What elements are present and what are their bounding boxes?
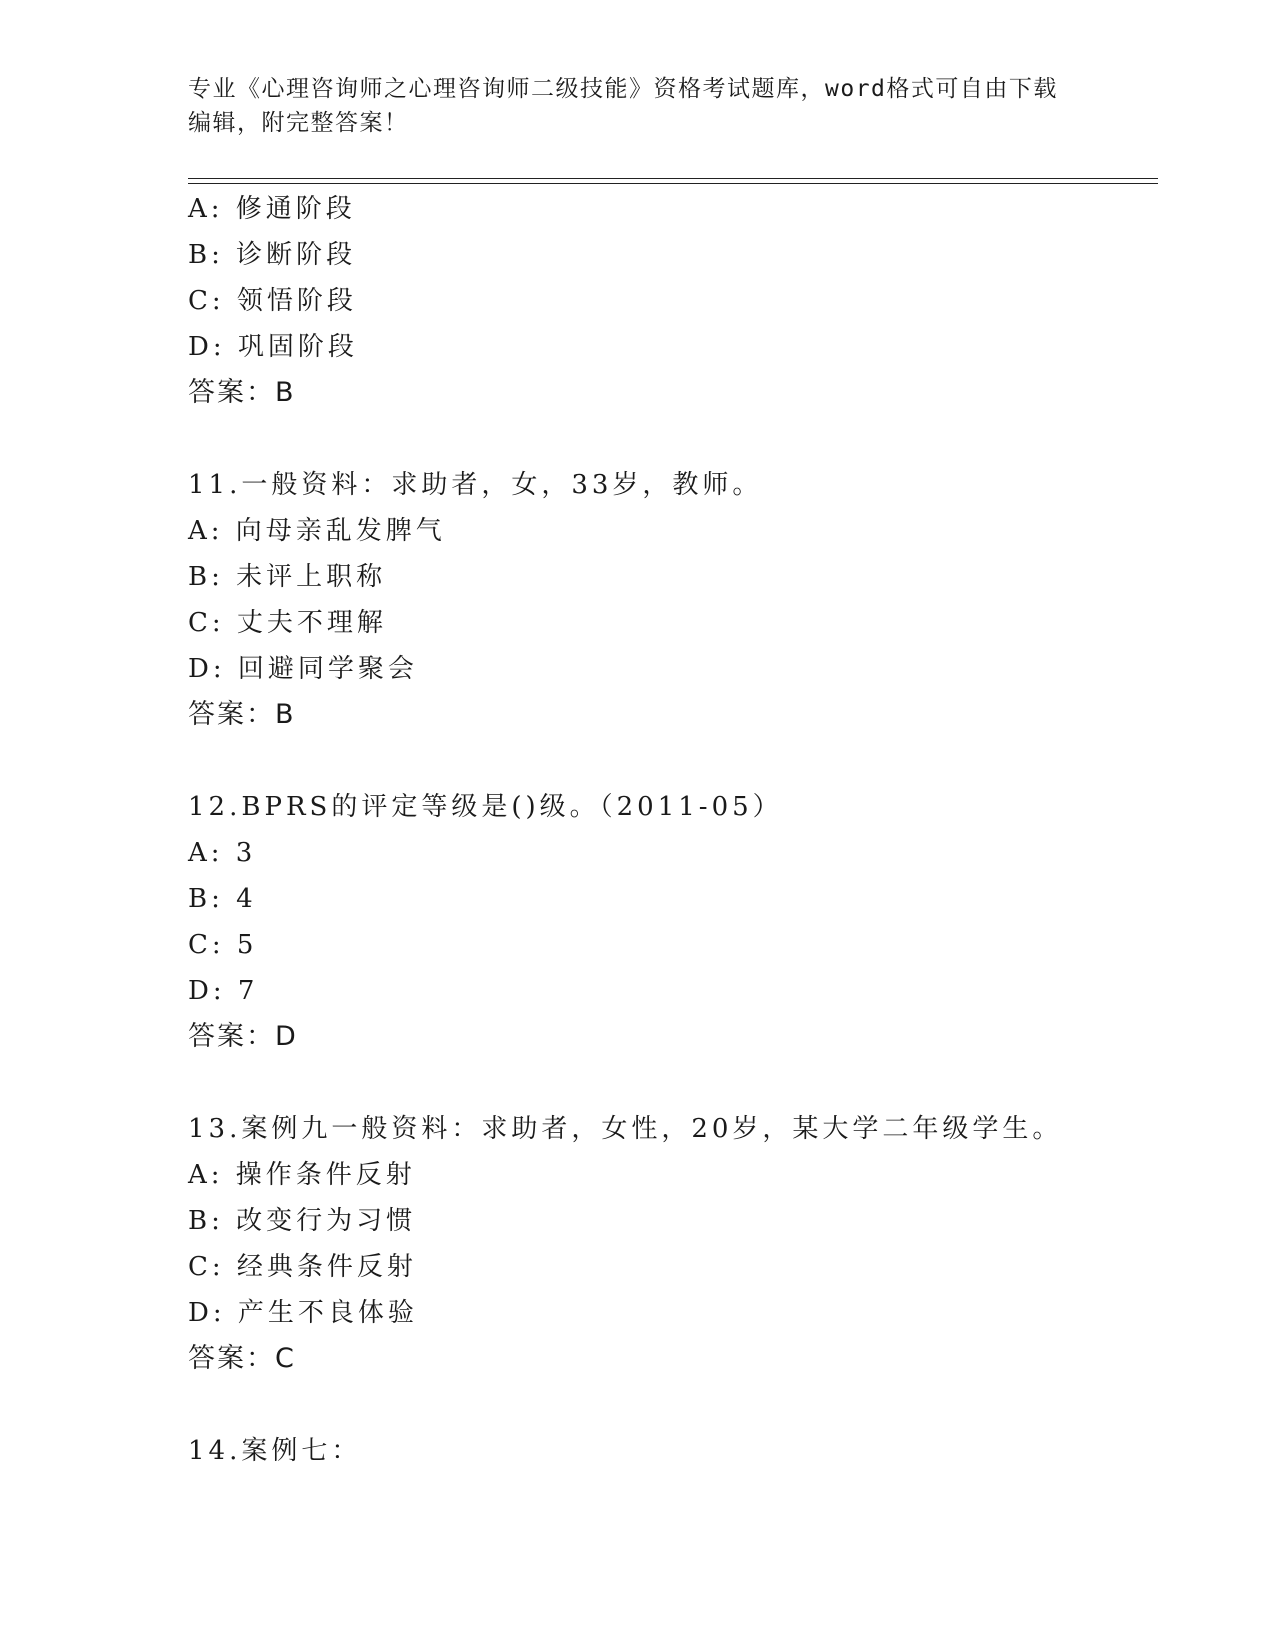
header-divider-bottom — [188, 183, 1158, 184]
header-line-1: 专业《心理咨询师之心理咨询师二级技能》资格考试题库，word格式可自由下载 — [188, 76, 1058, 102]
option-b: B: 4 — [188, 884, 257, 914]
header-divider-top — [188, 178, 1158, 179]
option-a: A: 修通阶段 — [188, 194, 356, 224]
option-d: D: 产生不良体验 — [188, 1298, 418, 1328]
answer-line: 答案：D — [188, 1021, 298, 1052]
option-b: B: 未评上职称 — [188, 562, 387, 592]
option-d: D: 回避同学聚会 — [188, 654, 418, 684]
answer-line: 答案：C — [188, 1343, 296, 1374]
option-c: C: 丈夫不理解 — [188, 608, 387, 638]
question-block — [188, 1106, 1148, 1382]
option-c: C: 5 — [188, 930, 258, 960]
option-c: C: 领悟阶段 — [188, 286, 357, 316]
question-block — [188, 462, 1148, 738]
question-block — [188, 784, 1148, 1060]
document-header — [188, 72, 1088, 140]
option-a: A: 3 — [188, 838, 257, 868]
header-line-2: 编辑，附完整答案！ — [188, 110, 409, 136]
question-text: 12.BPRS的评定等级是()级。（2011-05） — [188, 792, 783, 822]
option-b: B: 诊断阶段 — [188, 240, 357, 270]
option-a: A: 向母亲乱发脾气 — [188, 516, 446, 546]
option-d: D: 巩固阶段 — [188, 332, 358, 362]
question-text: 13.案例九一般资料：求助者，女性，20岁，某大学二年级学生。 — [188, 1114, 1063, 1144]
question-list — [188, 186, 1148, 1474]
answer-line: 答案：B — [188, 699, 296, 730]
option-d: D: 7 — [188, 976, 259, 1006]
question-text: 11.一般资料：求助者，女，33岁，教师。 — [188, 470, 763, 500]
question-block — [188, 186, 1148, 416]
option-c: C: 经典条件反射 — [188, 1252, 417, 1282]
option-b: B: 改变行为习惯 — [188, 1206, 417, 1236]
question-text: 14.案例七： — [188, 1436, 362, 1466]
option-a: A: 操作条件反射 — [188, 1160, 416, 1190]
question-block — [188, 1428, 1148, 1474]
answer-line: 答案：B — [188, 377, 296, 408]
